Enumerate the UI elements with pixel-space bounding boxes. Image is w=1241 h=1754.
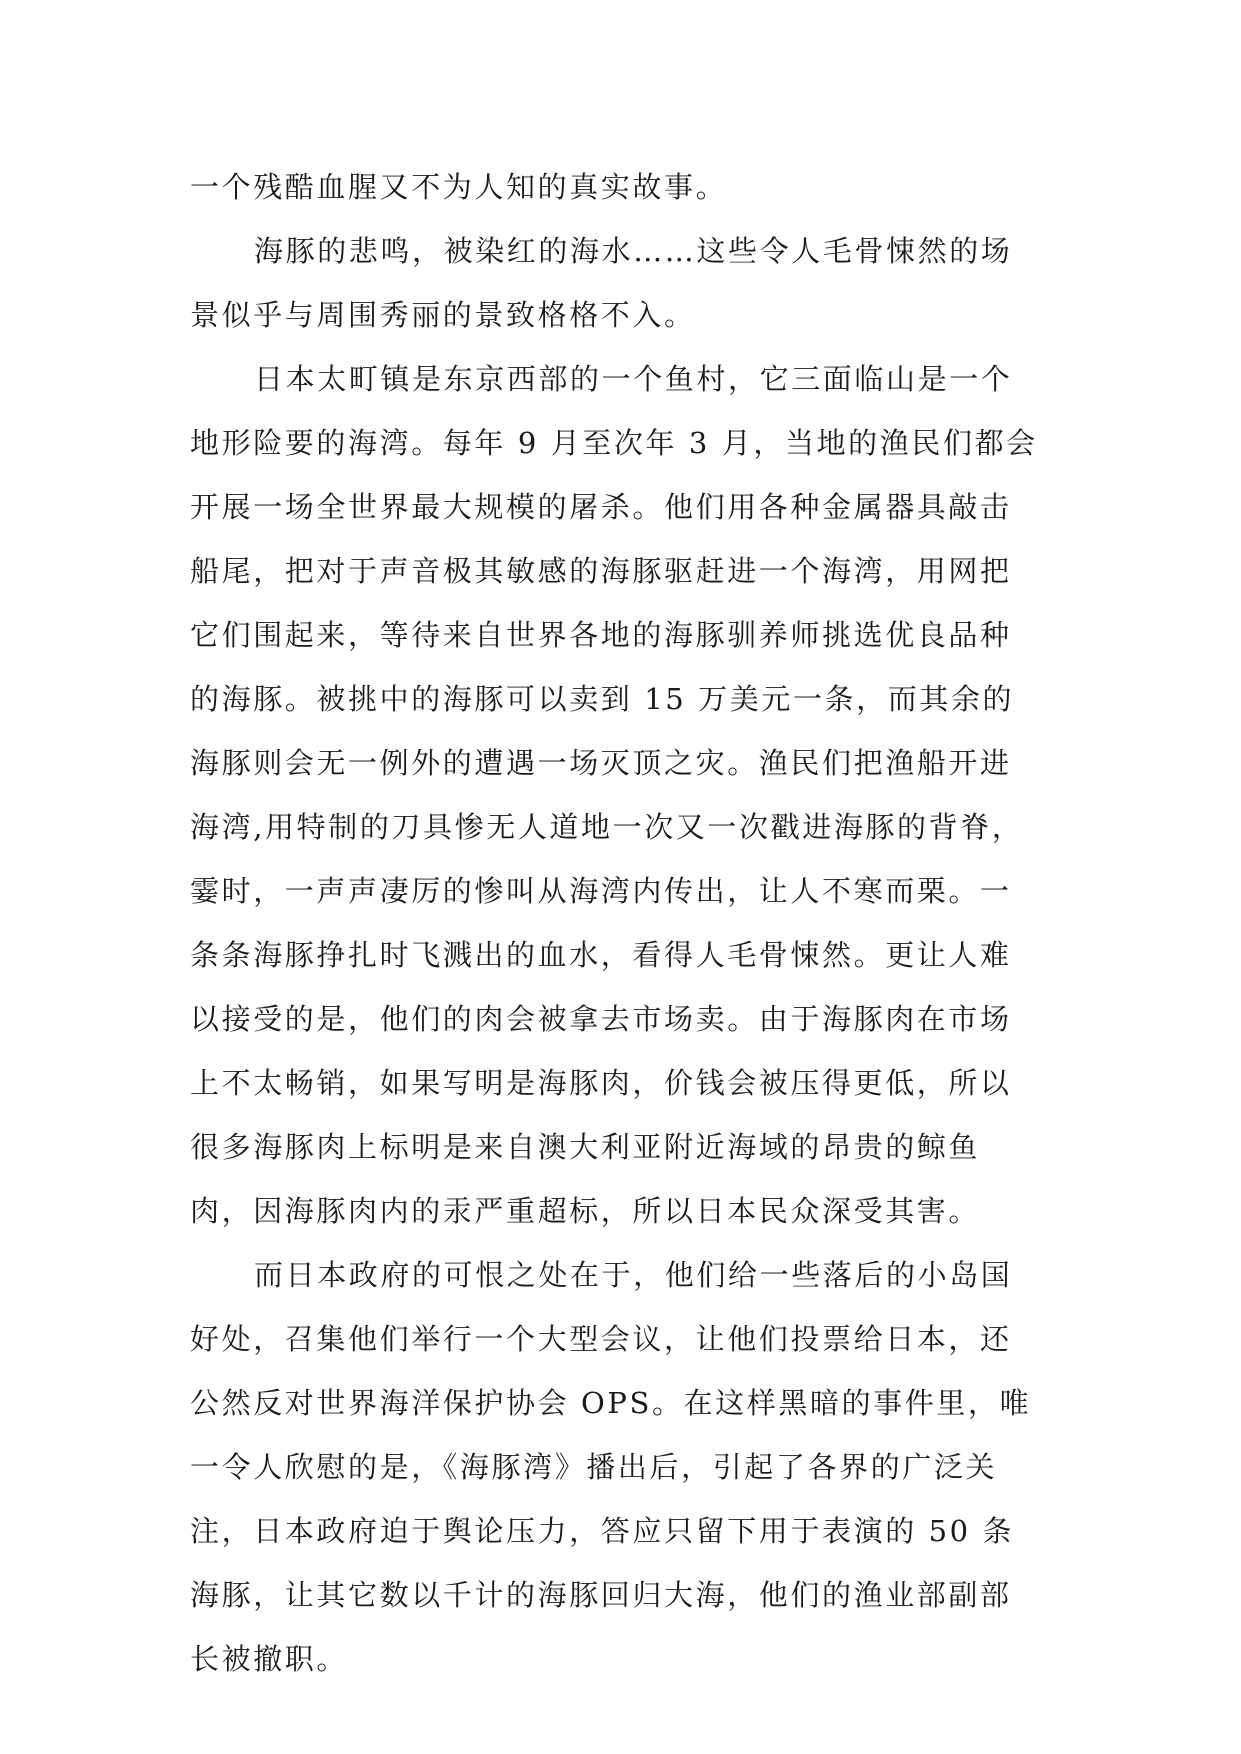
text-line: 它们围起来，等待来自世界各地的海豚驯养师挑选优良品种: [190, 618, 1012, 652]
text-line: 海豚则会无一例外的遭遇一场灭顶之灾。渔民们把渔船开进: [190, 746, 1012, 780]
text-line: 霎时，一声声凄厉的惨叫从海湾内传出，让人不寒而栗。一: [190, 874, 1012, 908]
text-line: 肉，因海豚肉内的汞严重超标，所以日本民众深受其害。: [190, 1194, 981, 1228]
text-line: 海豚的悲鸣，被染红的海水……这些令人毛骨悚然的场: [254, 234, 1013, 268]
text-line: 一令人欣慰的是，《海豚湾》播出后，引起了各界的广泛关: [190, 1450, 998, 1484]
text-line: 条条海豚挣扎时飞溅出的血水，看得人毛骨悚然。更让人难: [190, 938, 1012, 972]
text-line: 地形险要的海湾。每年 9 月至次年 3 月，当地的渔民们都会: [190, 426, 1038, 460]
text-line: 上不太畅销，如果写明是海豚肉，价钱会被压得更低，所以: [190, 1066, 1012, 1100]
text-line: 注，日本政府迫于舆论压力，答应只留下用于表演的 50 条: [190, 1514, 1015, 1548]
text-line: 海豚，让其它数以千计的海豚回归大海，他们的渔业部副部: [190, 1578, 1012, 1612]
text-line: 而日本政府的可恨之处在于，他们给一些落后的小岛国: [254, 1258, 1013, 1292]
text-line: 好处，召集他们举行一个大型会议，让他们投票给日本，还: [190, 1322, 1012, 1356]
text-line: 海湾,用特制的刀具惨无人道地一次又一次戳进海豚的背脊，: [190, 810, 1024, 844]
text-line: 景似乎与周围秀丽的景致格格不入。: [190, 298, 696, 332]
text-line: 很多海豚肉上标明是来自澳大利亚附近海域的昂贵的鲸鱼: [190, 1130, 981, 1164]
text-line: 的海豚。被挑中的海豚可以卖到 15 万美元一条，而其余的: [190, 682, 1015, 716]
text-line: 船尾，把对于声音极其敏感的海豚驱赶进一个海湾，用网把: [190, 554, 1012, 588]
text-line: 长被撤职。: [190, 1642, 349, 1676]
text-line: 一个残酷血腥又不为人知的真实故事。: [190, 170, 728, 204]
text-line: 以接受的是，他们的肉会被拿去市场卖。由于海豚肉在市场: [190, 1002, 1012, 1036]
text-line: 开展一场全世界最大规模的屠杀。他们用各种金属器具敲击: [190, 490, 1012, 524]
body-text: [190, 155, 1050, 1691]
text-line: 公然反对世界海洋保护协会 OPS。在这样黑暗的事件里，唯: [190, 1386, 1032, 1420]
text-line: 日本太町镇是东京西部的一个鱼村，它三面临山是一个: [254, 362, 1013, 396]
